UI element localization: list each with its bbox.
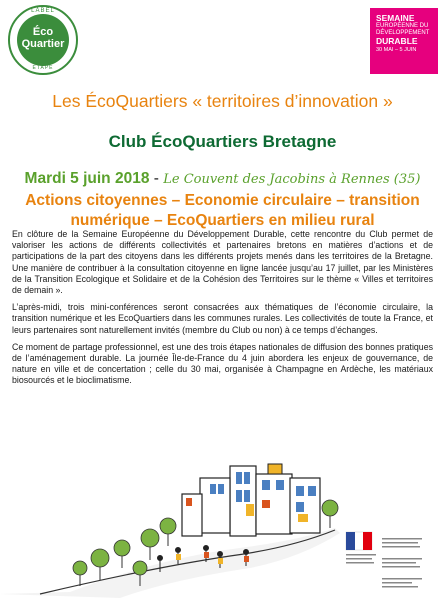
club-title: Club ÉcoQuartiers Bretagne bbox=[108, 132, 337, 151]
event-venue: Le Couvent des Jacobins à Rennes (35) bbox=[163, 172, 421, 187]
label-top-text: LABEL bbox=[31, 8, 55, 14]
page-title: Les ÉcoQuartiers « territoires d’innovation » bbox=[52, 91, 393, 111]
event-date: Mardi 5 juin 2018 bbox=[24, 170, 150, 187]
paragraph-intro: En clôture de la Semaine Européenne du Développement Durable, cette rencontre du Club permet de valoriser les actions de différents collectivités et partenaires bretons en matières d’actions et de participations de la part des citoyens dans les différents projets menés dans les territoires de la Bretagne. Une manière de contribuer à la consultation citoyenne en ligne lancée jusqu’au 17 juillet, par les Ministères de la Transition Ecologique et Solidaire et de la Cohésion des Territoires sur le thème « Villes et territoires de demain ». bbox=[12, 229, 433, 296]
sedd-line-2: EUROPÉENNE DU DÉVELOPPEMENT bbox=[376, 23, 430, 36]
sedd-line-1: SEMAINE bbox=[376, 13, 415, 23]
date-separator: - bbox=[149, 170, 164, 187]
sedd-line-4: 30 MAI – 5 JUIN bbox=[376, 47, 417, 53]
sedd-line-3: DURABLE bbox=[376, 36, 418, 46]
quartier-text: Quartier bbox=[21, 38, 65, 50]
body-text bbox=[12, 229, 433, 393]
label-bottom-text: ÉTAPE bbox=[32, 65, 54, 71]
ministry-logo bbox=[346, 532, 422, 588]
date-venue-line bbox=[0, 170, 445, 188]
event-themes: Actions citoyennes – Economie circulaire – transition numérique – EcoQuartiers en milieu rural bbox=[25, 192, 420, 229]
town-illustration bbox=[0, 408, 445, 599]
sedd-logo bbox=[370, 8, 438, 74]
ecoquartier-label-logo bbox=[6, 4, 80, 76]
eco-text: Éco bbox=[32, 26, 54, 38]
paragraph-sharing: Ce moment de partage professionnel, est une des trois étapes nationales de diffusion des bonnes pratiques de l’aménagement durable. La journée Île-de-France du 4 juin abordera les enjeux de gouvernance, de nature en ville et de concertation ; celle du 30 mai, organisée à Champagne en Ardèche, les matériaux biosourcés et le bioclimatisme. bbox=[12, 341, 433, 386]
paragraph-afternoon: L’après-midi, trois mini-conférences seront consacrées aux thématiques de l’économie circulaire, la transition numérique et les EcoQuartiers dans les communes rurales. Les collectivités de toute la France, et leurs partenaires sont naturellement invités (membre du Club ou non) à ce temps d’échanges. bbox=[12, 302, 433, 335]
